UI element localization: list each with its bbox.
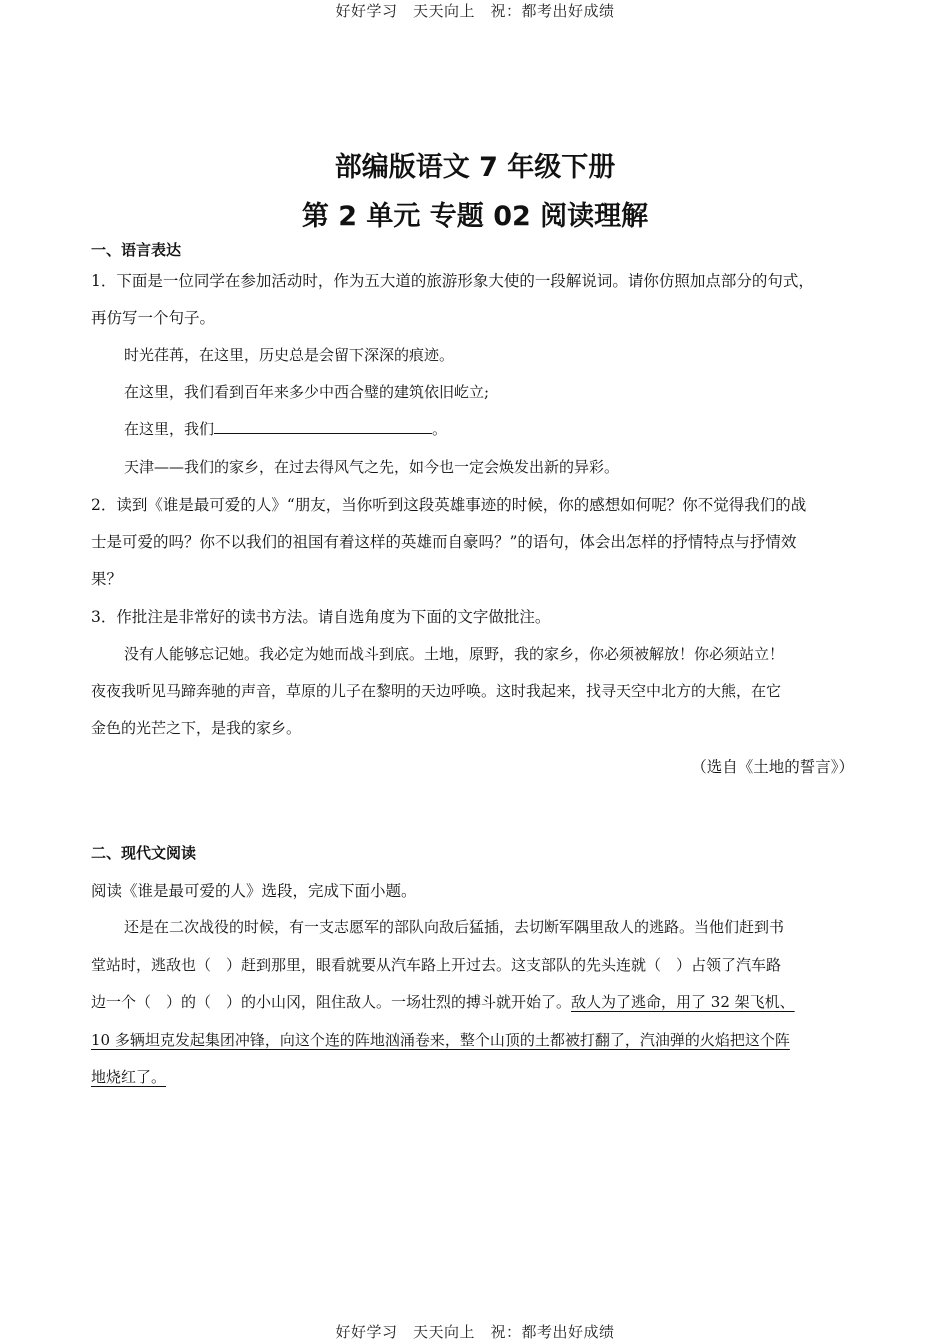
question-1-line-2: 再仿写一个句子。 (91, 309, 216, 327)
question-3-passage-line-3: 金色的光芒之下，是我的家乡。 (91, 719, 302, 737)
question-3-line-1: 3．作批注是非常好的读书方法。请自选角度为下面的文字做批注。 (91, 608, 551, 626)
page-footer: 好好学习 天天向上 祝：都考出好成绩 (335, 1323, 615, 1341)
page-header: 好好学习 天天向上 祝：都考出好成绩 (335, 2, 615, 20)
reading-passage-underlined-line-4: 10 多辆坦克发起集团冲锋，向这个连的阵地汹涌卷来，整个山顶的土都被打翻了，汽油弹的火焰把这个阵 (91, 1031, 790, 1049)
question-1-example-2: 在这里，我们看到百年来多少中西合璧的建筑依旧屹立; (124, 383, 490, 401)
question-1-example-4: 天津——我们的家乡，在过去得风气之先，如今也一定会焕发出新的异彩。 (124, 458, 620, 476)
question-2-line-2: 士是可爱的吗？你不以我们的祖国有着这样的英雄而自豪吗？”的语句，体会出怎样的抒情特点与抒情效 (91, 533, 797, 551)
reading-passage-underlined-line-5: 地烧红了。 (91, 1068, 167, 1086)
question-1-example-3-suffix: 。 (432, 420, 448, 438)
reading-passage-line-1: 还是在二次战役的时候，有一支志愿军的部队向敌后猛插，去切断军隅里敌人的逃路。当他们赶到书 (124, 918, 785, 936)
question-1-example-1: 时光荏苒，在这里，历史总是会留下深深的痕迹。 (124, 346, 455, 364)
question-3-passage-line-2: 夜夜我听见马蹄奔驰的声音，草原的儿子在黎明的天边呼唤。这时我起来，找寻天空中北方的大熊，在它 (91, 682, 782, 700)
passage-source: （选自《土地的誓言》） (691, 758, 854, 776)
question-2-line-3: 果？ (91, 570, 123, 588)
question-1-line-1: 1．下面是一位同学在参加活动时，作为五大道的旅游形象大使的一段解说词。请你仿照加点部分的句式， (91, 272, 814, 290)
section-heading-modern-reading: 二、现代文阅读 (91, 844, 197, 862)
question-2-line-1: 2．读到《谁是最可爱的人》“朋友，当你听到这段英雄事迹的时候，你的感想如何呢？你不觉得我们的战 (91, 496, 807, 514)
reading-intro: 阅读《谁是最可爱的人》选段，完成下面小题。 (91, 882, 417, 900)
reading-passage-line-3 (91, 991, 871, 1012)
question-1-example-3 (124, 418, 904, 439)
reading-passage-underlined-start: 敌人为了逃命，用了 32 架飞机、 (571, 993, 795, 1011)
reading-passage-line-2: 堂站时，逃敌也（ ）赶到那里，眼看就要从汽车路上开过去。这支部队的先头连就（ ）占领了汽车路 (91, 956, 782, 974)
question-3-passage-line-1: 没有人能够忘记她。我必定为她而战斗到底。土地，原野，我的家乡，你必须被解放！你必须站立！ (124, 645, 785, 663)
question-1-example-3-prefix: 在这里，我们 (124, 420, 215, 438)
document-subtitle: 第 2 单元 专题 02 阅读理解 (301, 201, 649, 232)
reading-passage-line-3-plain: 边一个（ ）的（ ）的小山冈，阻住敌人。一场壮烈的搏斗就开始了。 (91, 993, 572, 1011)
answer-blank[interactable] (214, 419, 432, 434)
section-heading-language-expression: 一、语言表达 (91, 241, 182, 259)
document-title: 部编版语文 7 年级下册 (334, 152, 616, 183)
